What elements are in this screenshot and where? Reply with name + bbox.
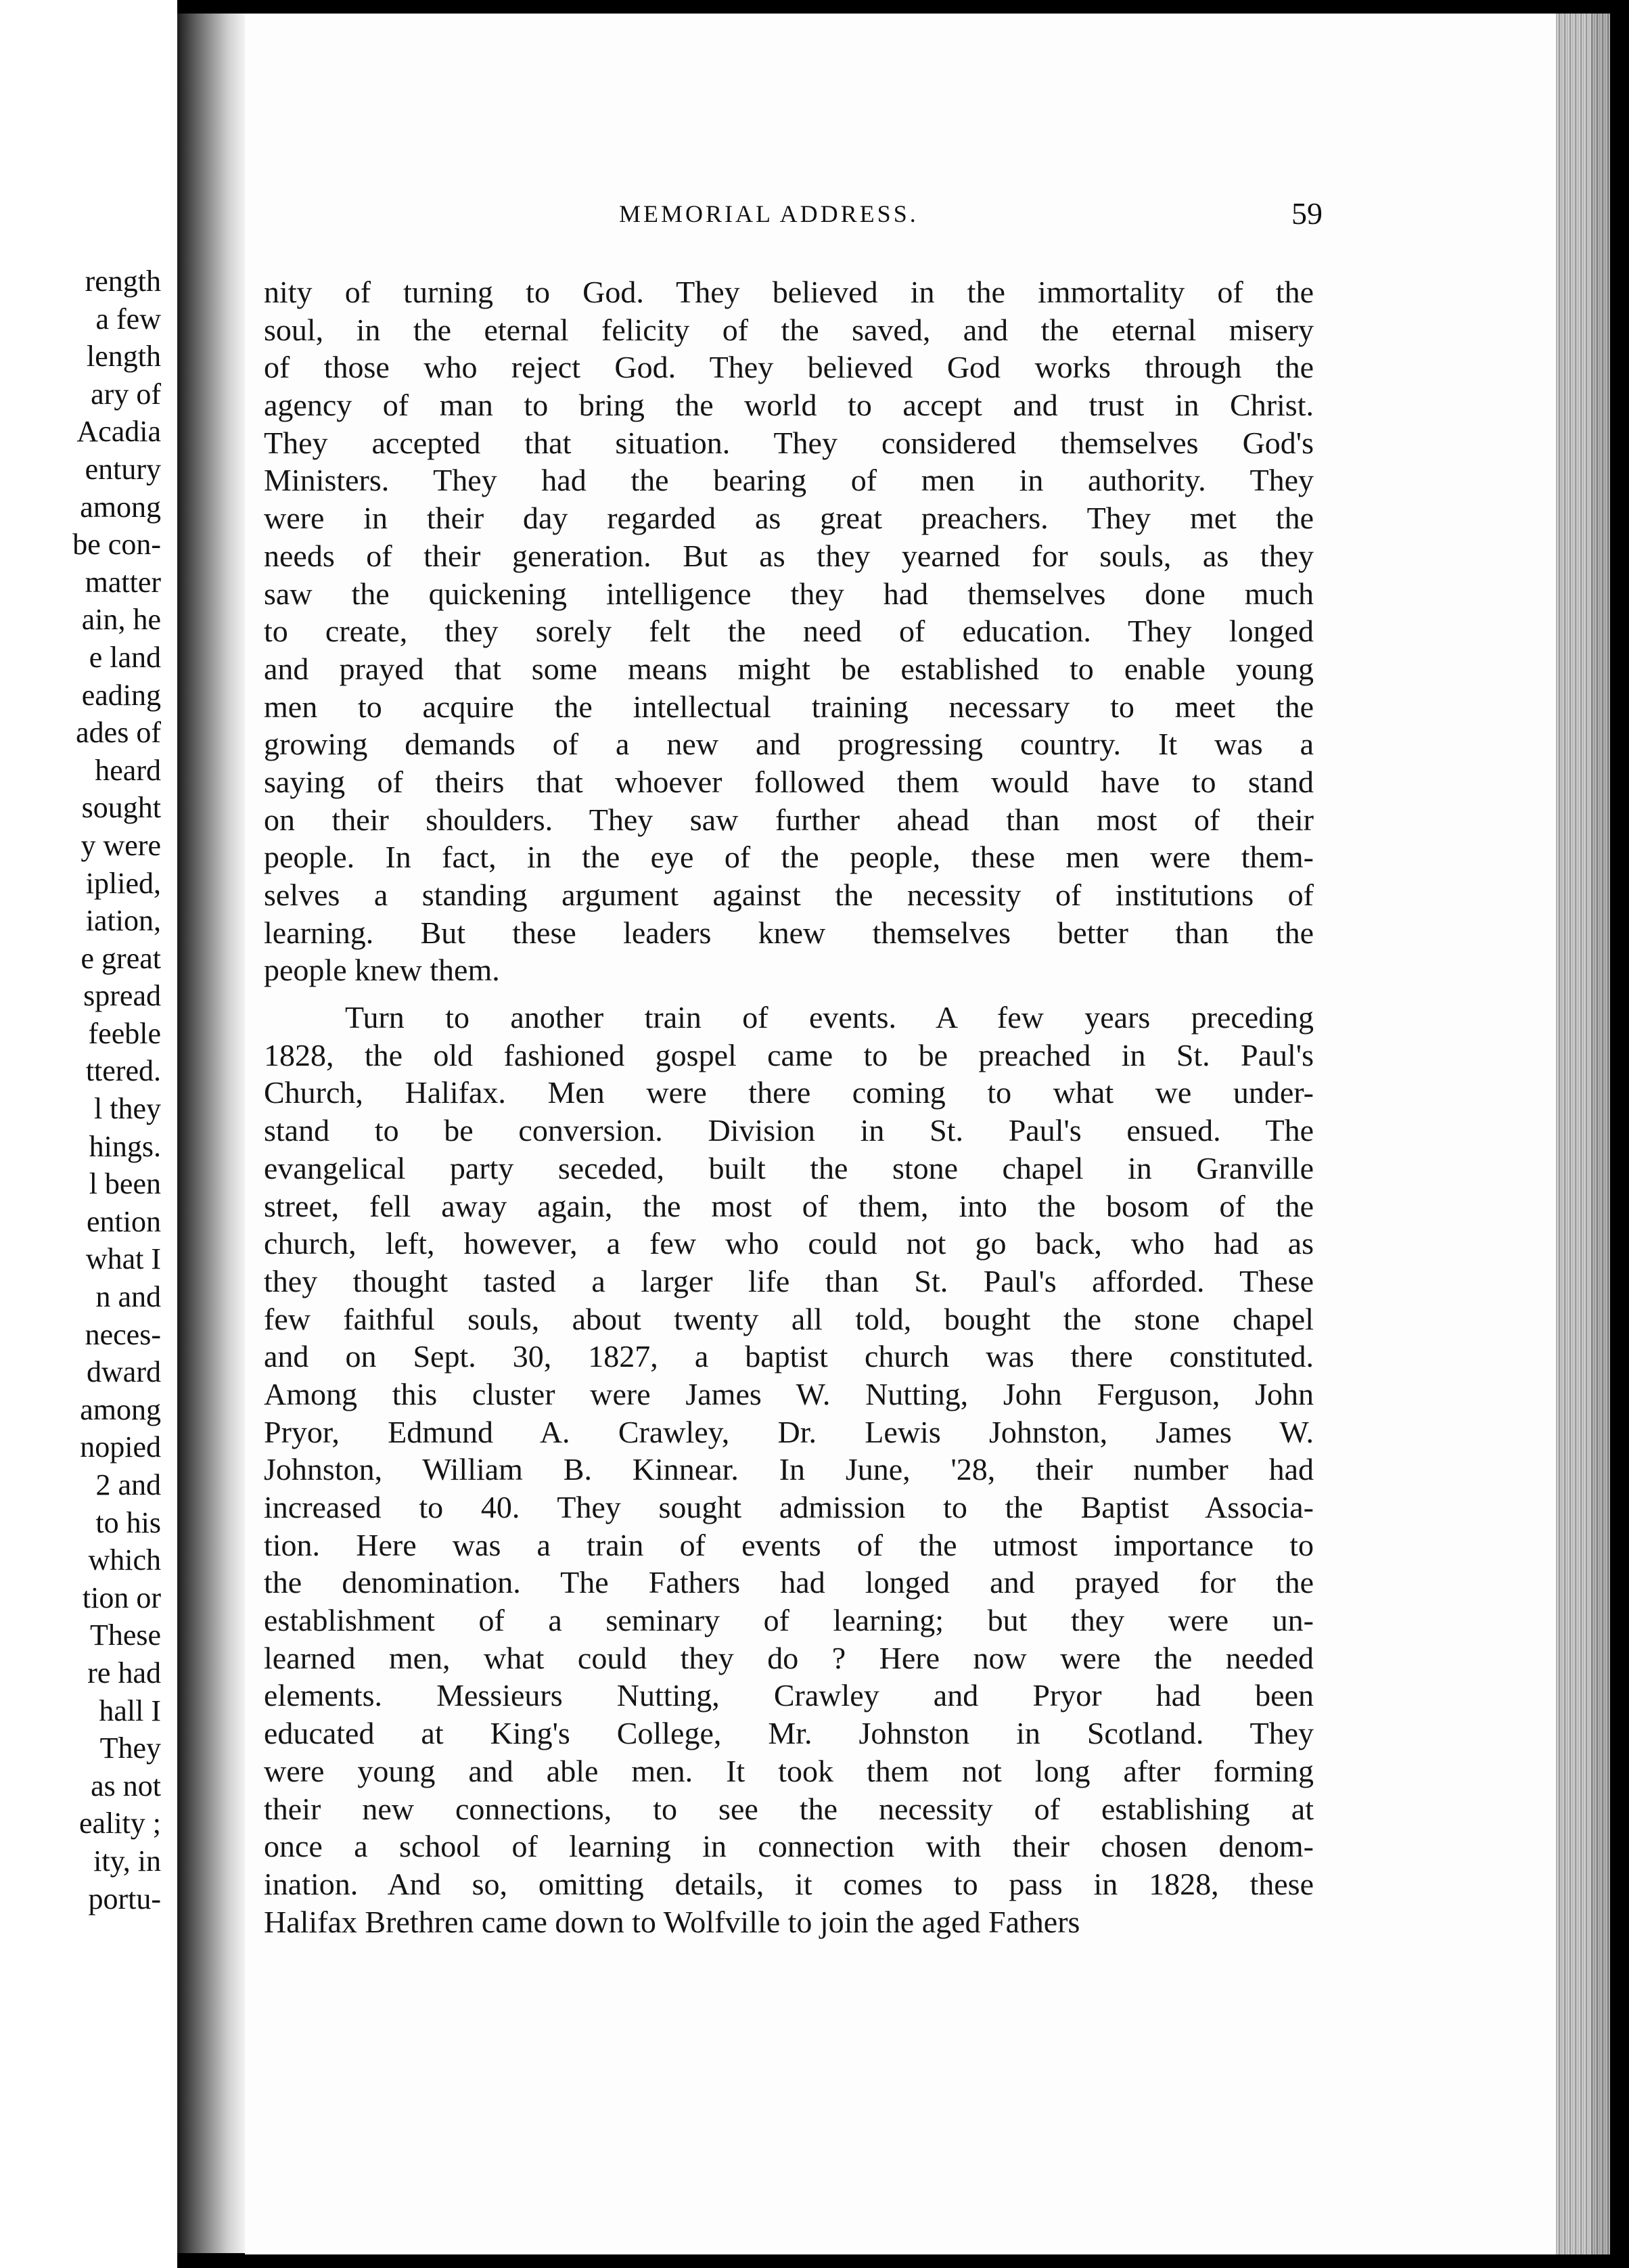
facing-page-line: a few: [95, 302, 161, 336]
text-line: growing demands of a new and progressing country. It was a: [264, 727, 1314, 762]
text-line: their new connections, to see the necessity of establishing at: [264, 1791, 1314, 1826]
paragraph: [264, 999, 1314, 1941]
text-line: people knew them.: [264, 953, 500, 988]
facing-page-line: feeble: [88, 1016, 161, 1050]
text-line: saw the quickening intelligence they had themselves done much: [264, 576, 1314, 611]
text-line: to create, they sorely felt the need of education. They longed: [264, 614, 1314, 649]
page-number: 59: [1291, 196, 1323, 231]
text-line: increased to 40. They sought admission to the Baptist Associa-: [264, 1490, 1314, 1524]
facing-page-line: hall I: [99, 1694, 161, 1727]
facing-page-line: length: [87, 340, 161, 373]
text-line: and on Sept. 30, 1827, a baptist church was there constituted.: [264, 1339, 1314, 1374]
book-gutter-shadow: [177, 14, 245, 2253]
facing-page-fragment: [0, 0, 177, 2268]
facing-page-line: ades of: [76, 716, 161, 750]
text-line: establishment of a seminary of learning; but they were un-: [264, 1603, 1314, 1638]
facing-page-line: tion or: [82, 1581, 161, 1614]
facing-page-line: what I: [85, 1242, 161, 1276]
facing-page-text: [72, 263, 161, 1918]
facing-page-line: heard: [95, 753, 161, 787]
facing-page-line: as not: [91, 1769, 161, 1802]
text-line: once a school of learning in connection with their chosen denom-: [264, 1829, 1314, 1864]
facing-page-line: Acadia: [76, 415, 161, 449]
text-line: 1828, the old fashioned gospel came to be preached in St. Paul's: [264, 1037, 1314, 1072]
facing-page-line: e great: [81, 941, 161, 975]
running-head: MEMORIAL ADDRESS.: [619, 200, 919, 227]
text-line: saying of theirs that whoever followed them would have to stand: [264, 764, 1314, 799]
facing-page-line: hings.: [89, 1129, 161, 1163]
text-line: were young and able men. It took them not long after forming: [264, 1753, 1314, 1788]
page-header: [619, 196, 1336, 233]
text-line: tion. Here was a train of events of the utmost importance to: [264, 1527, 1314, 1562]
text-line: stand to be conversion. Division in St. Paul's ensued. The: [264, 1113, 1314, 1148]
facing-page-line: eality ;: [79, 1807, 161, 1840]
text-line: of those who reject God. They believed God works through the: [264, 350, 1314, 385]
text-line: nity of turning to God. They believed in the immortality of the: [264, 275, 1314, 309]
text-line: agency of man to bring the world to accept and trust in Christ.: [264, 388, 1314, 423]
facing-page-line: among: [80, 1392, 161, 1426]
facing-page-line: l been: [89, 1167, 161, 1201]
text-line: Turn to another train of events. A few years preceding: [345, 1000, 1314, 1035]
facing-page-line: These: [89, 1618, 161, 1652]
text-line: Halifax Brethren came down to Wolfville to join the aged Fathers: [264, 1904, 1080, 1939]
facing-page-line: ity, in: [93, 1844, 161, 1878]
text-line: needs of their generation. But as they yearned for souls, as they: [264, 538, 1314, 573]
text-line: street, fell away again, the most of them, into the bosom of the: [264, 1188, 1314, 1223]
facing-page-line: y were: [81, 828, 161, 862]
text-line: Johnston, William B. Kinnear. In June, '28, their number had: [264, 1452, 1314, 1487]
text-line: Church, Halifax. Men were there coming to what we under-: [264, 1075, 1314, 1110]
facing-page-line: which: [88, 1543, 161, 1577]
text-line: evangelical party seceded, built the stone chapel in Granville: [264, 1150, 1314, 1185]
facing-page-line: nopied: [80, 1430, 161, 1464]
body-text: [264, 273, 1314, 1941]
text-line: the denomination. The Fathers had longed and prayed for the: [264, 1565, 1314, 1600]
text-line: people. In fact, in the eye of the people, these men were them-: [264, 840, 1314, 875]
facing-page-line: among: [80, 490, 161, 524]
facing-page-line: 2 and: [95, 1468, 161, 1501]
text-line: educated at King's College, Mr. Johnston in Scotland. They: [264, 1716, 1314, 1751]
facing-page-line: ain, he: [81, 603, 161, 637]
facing-page-line: ary of: [91, 377, 161, 411]
text-line: they thought tasted a larger life than St. Paul's afforded. These: [264, 1263, 1314, 1298]
text-line: learning. But these leaders knew themselves better than the: [264, 915, 1314, 950]
facing-page-line: iplied,: [85, 866, 161, 900]
text-line: soul, in the eternal felicity of the saved, and the eternal misery: [264, 312, 1314, 347]
facing-page-line: n and: [95, 1280, 161, 1314]
facing-page-line: sought: [81, 791, 161, 825]
facing-page-line: l they: [94, 1092, 161, 1126]
facing-page-line: eading: [81, 678, 161, 712]
facing-page-line: e land: [89, 640, 161, 674]
text-line: on their shoulders. They saw further ahead than most of their: [264, 802, 1314, 837]
paragraph: [264, 273, 1314, 989]
facing-page-line: re had: [87, 1656, 161, 1689]
facing-page-line: matter: [85, 565, 161, 599]
text-line: Among this cluster were James W. Nutting, John Ferguson, John: [264, 1376, 1314, 1411]
facing-page-line: ttered.: [85, 1054, 161, 1088]
text-line: men to acquire the intellectual training necessary to meet the: [264, 689, 1314, 724]
text-line: learned men, what could they do ? Here now were the needed: [264, 1640, 1314, 1675]
facing-page-line: ention: [87, 1204, 161, 1238]
facing-page-line: rength: [85, 265, 161, 298]
facing-page-line: portu-: [88, 1882, 161, 1915]
facing-page-line: to his: [95, 1505, 161, 1539]
facing-page-line: neces-: [85, 1317, 161, 1351]
text-line: few faithful souls, about twenty all told, bought the stone chapel: [264, 1301, 1314, 1336]
text-line: were in their day regarded as great preachers. They met the: [264, 501, 1314, 536]
text-line: selves a standing argument against the necessity of institutions of: [264, 878, 1314, 912]
text-line: elements. Messieurs Nutting, Crawley and Pryor had been: [264, 1678, 1314, 1713]
facing-page-line: iation,: [85, 904, 161, 938]
facing-page-line: spread: [83, 979, 161, 1013]
text-line: church, left, however, a few who could not go back, who had as: [264, 1226, 1314, 1261]
facing-page-line: entury: [85, 452, 161, 486]
text-line: Ministers. They had the bearing of men in authority. They: [264, 463, 1314, 498]
text-line: ination. And so, omitting details, it comes to pass in 1828, these: [264, 1866, 1314, 1901]
facing-page-line: They: [99, 1731, 161, 1765]
text-line: Pryor, Edmund A. Crawley, Dr. Lewis Johnston, James W.: [264, 1414, 1314, 1449]
page-edge-stack: [1556, 14, 1610, 2254]
text-line: They accepted that situation. They considered themselves God's: [264, 425, 1314, 460]
facing-page-line: be con-: [72, 528, 161, 562]
facing-page-line: dward: [87, 1355, 161, 1389]
text-line: and prayed that some means might be established to enable young: [264, 651, 1314, 686]
